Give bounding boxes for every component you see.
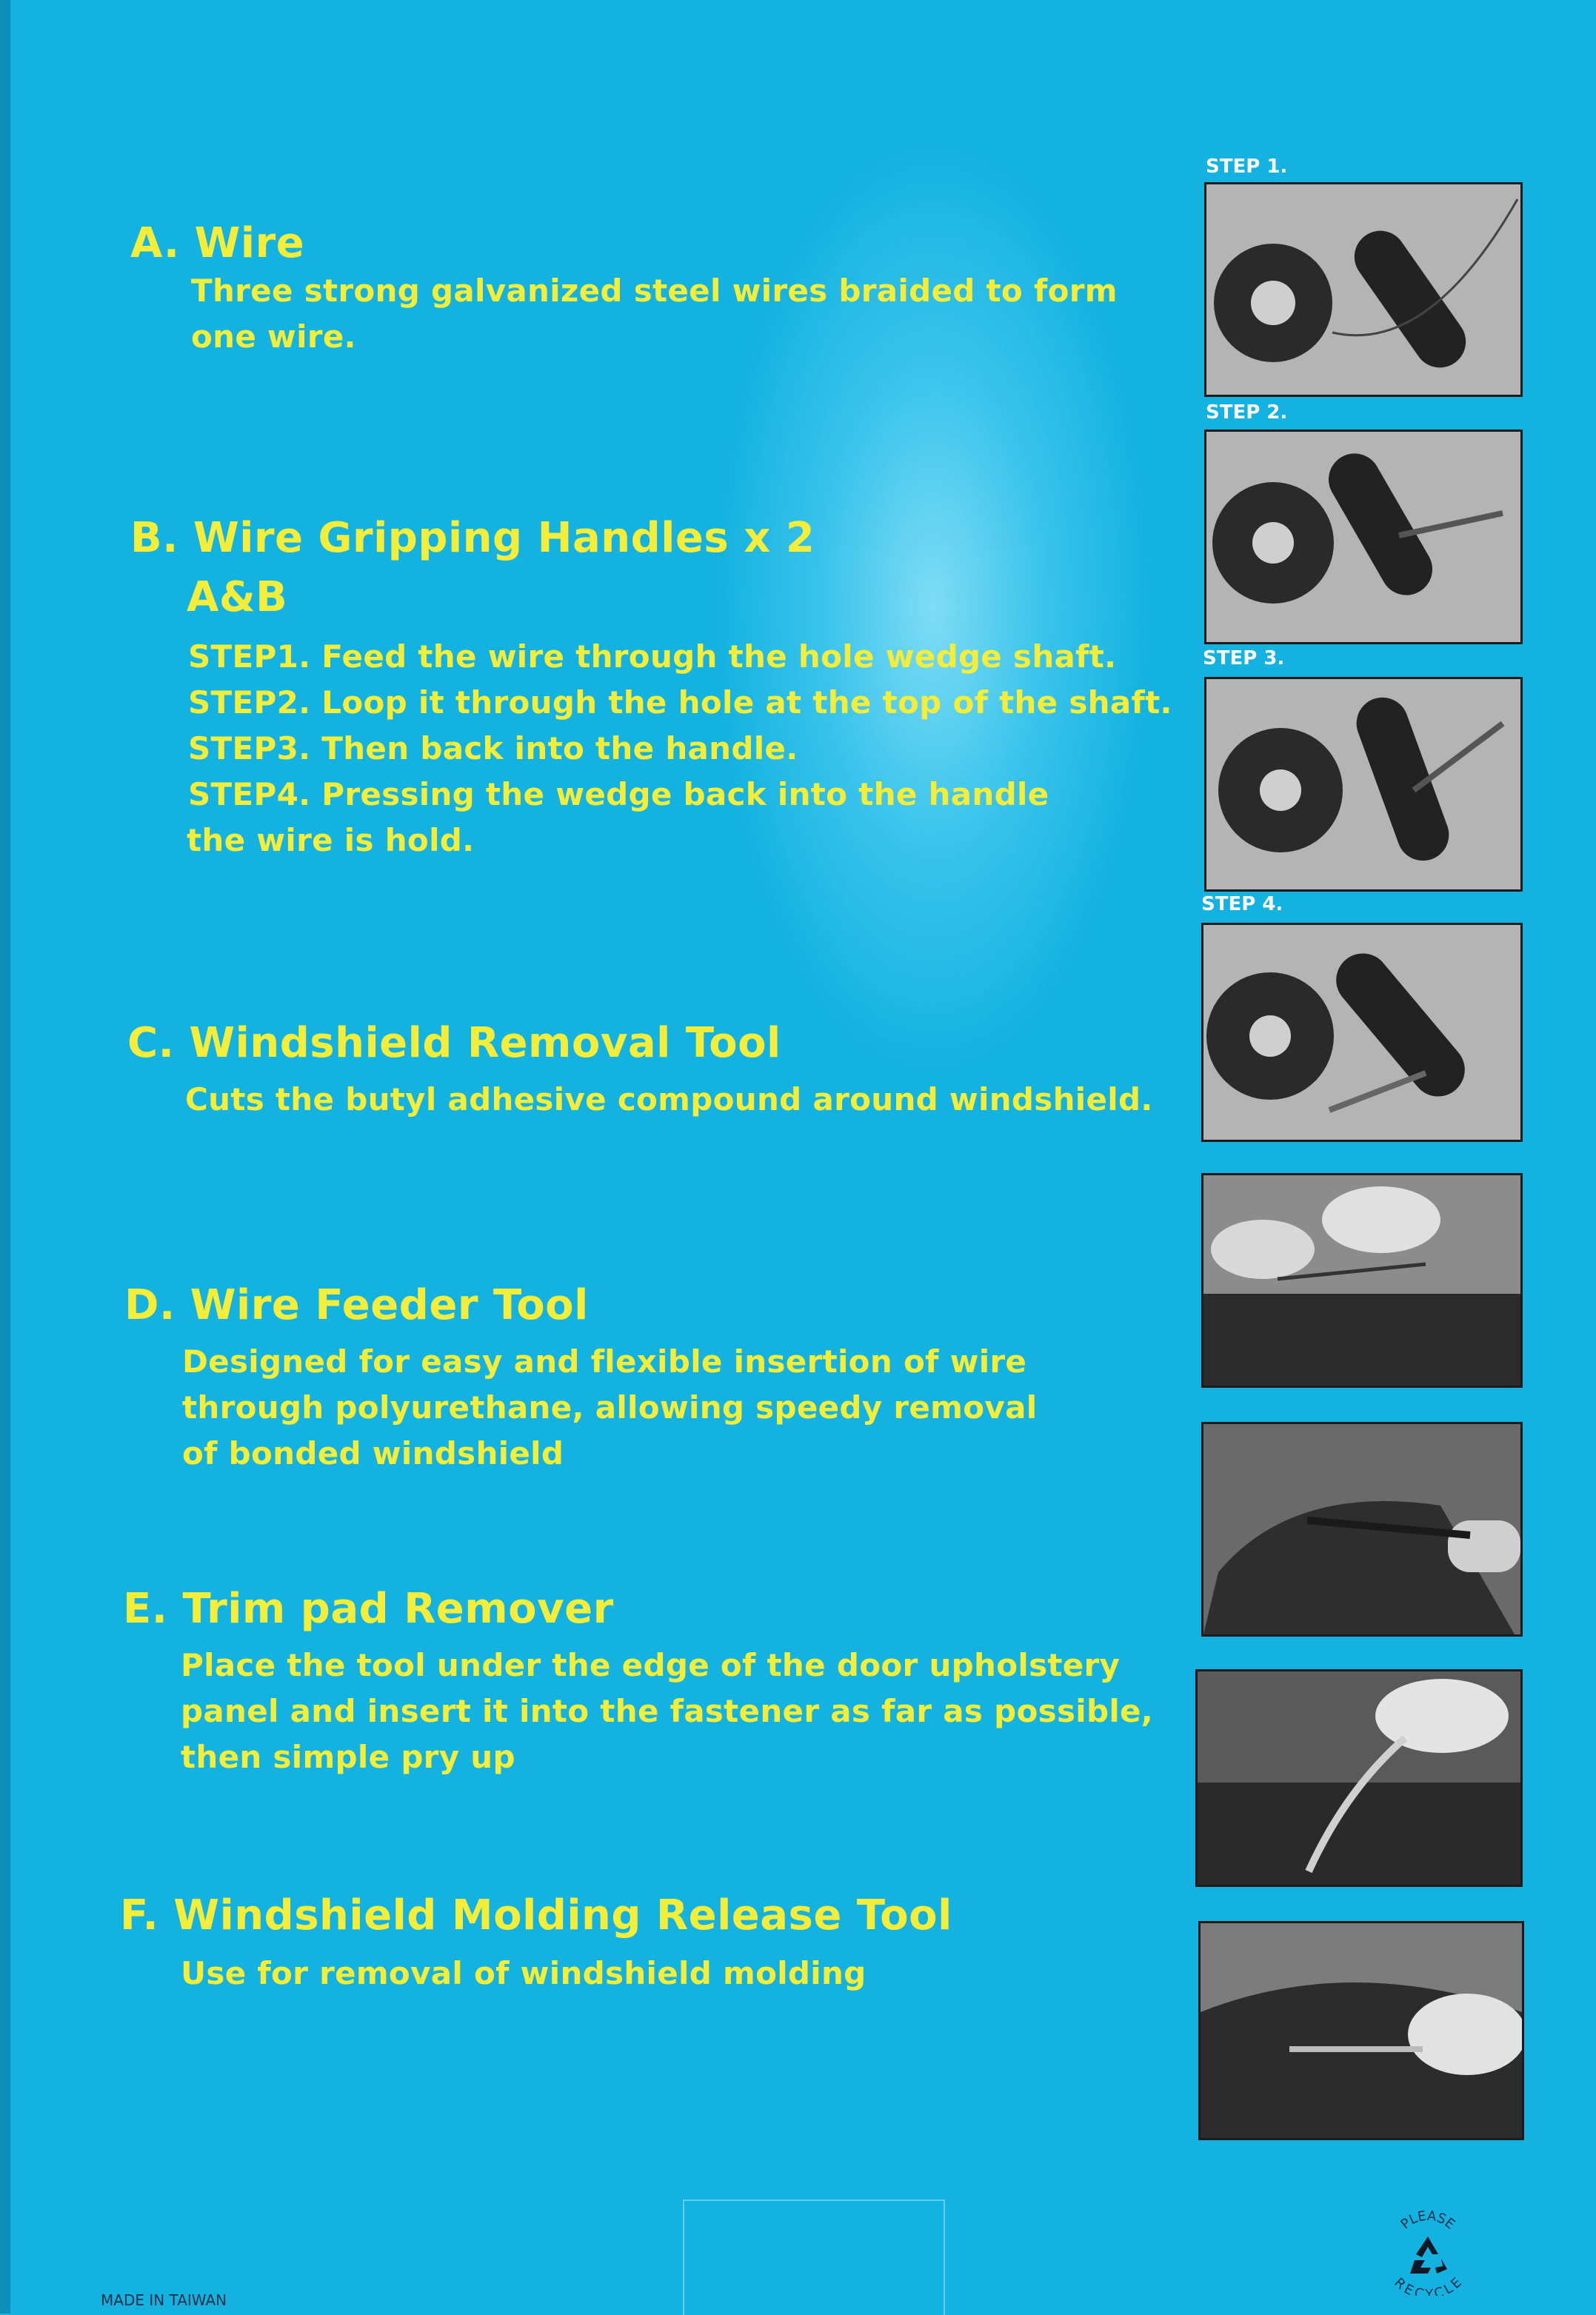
section-b-line: STEP4. Pressing the wedge back into the handle	[188, 776, 1049, 812]
section-d-heading: D. Wire Feeder Tool	[124, 1281, 589, 1329]
svg-text:RECYCLE	[1391, 2275, 1464, 2296]
recycle-top-text: PLEASE	[1398, 2208, 1458, 2233]
made-in-label: MADE IN TAIWAN	[101, 2291, 227, 2309]
section-a-line: Three strong galvanized steel wires braided to form	[191, 273, 1118, 309]
section-d-line: Designed for easy and flexible insertion of wire	[182, 1343, 1027, 1380]
step-1-label: STEP 1.	[1206, 156, 1288, 178]
molding-tool-photo	[1195, 1669, 1523, 1887]
step-4-photo	[1201, 923, 1523, 1142]
section-b-line: the wire is hold.	[187, 822, 475, 858]
svg-text:PLEASE	[1398, 2208, 1458, 2233]
section-b-line: STEP1. Feed the wire through the hole wedge shaft.	[188, 638, 1117, 675]
section-e-heading: E. Trim pad Remover	[123, 1585, 614, 1633]
section-e-line: then simple pry up	[181, 1739, 515, 1775]
windshield-molding-photo	[1198, 1921, 1524, 2140]
section-b-heading: B. Wire Gripping Handles x 2	[130, 514, 815, 562]
recycle-bottom-text: RECYCLE	[1391, 2274, 1465, 2296]
trim-pad-remover-photo	[1201, 1422, 1523, 1637]
section-e-line: panel and insert it into the fastener as far as possible,	[181, 1693, 1154, 1729]
section-f-heading: F. Windshield Molding Release Tool	[120, 1891, 952, 1940]
step-2-label: STEP 2.	[1206, 401, 1288, 424]
step-4-label: STEP 4.	[1201, 893, 1283, 915]
recycle-icon	[1383, 2207, 1472, 2296]
section-c-line: Cuts the butyl adhesive compound around windshield.	[185, 1081, 1153, 1118]
section-f-line: Use for removal of windshield molding	[181, 1955, 867, 1991]
section-e-line: Place the tool under the edge of the door upholstery	[181, 1647, 1121, 1683]
step-1-photo	[1204, 182, 1523, 397]
blank-panel	[683, 2199, 945, 2315]
section-b-line: STEP2. Loop it through the hole at the top of the shaft.	[188, 684, 1172, 721]
section-b-line: STEP3. Then back into the handle.	[188, 730, 798, 766]
wire-feeder-photo	[1201, 1173, 1523, 1388]
step-2-photo	[1204, 430, 1523, 644]
section-a-line: one wire.	[191, 318, 356, 355]
section-b-subheading: A&B	[187, 573, 288, 621]
section-c-heading: C. Windshield Removal Tool	[127, 1019, 781, 1067]
step-3-label: STEP 3.	[1203, 647, 1285, 669]
box-edge	[0, 0, 10, 2314]
step-3-photo	[1204, 677, 1523, 892]
section-d-line: of bonded windshield	[182, 1435, 564, 1471]
section-a-heading: A. Wire	[130, 219, 305, 267]
section-d-line: through polyurethane, allowing speedy removal	[182, 1389, 1038, 1426]
